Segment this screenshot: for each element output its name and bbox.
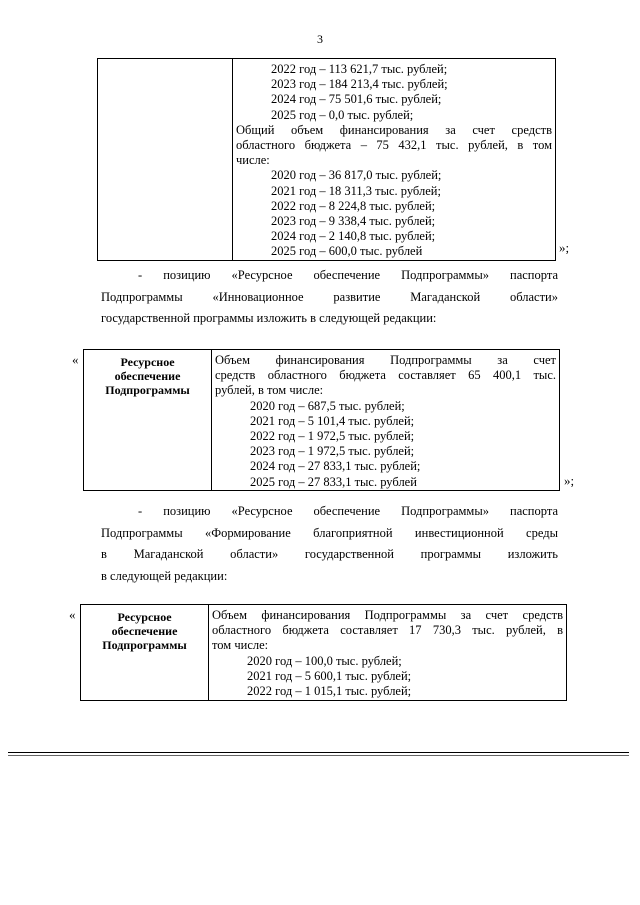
table2-label-line: Подпрограммы xyxy=(105,383,190,397)
paragraph-investment xyxy=(101,501,558,587)
table3-intro-line: том числе: xyxy=(212,638,269,653)
table1-year-line: 2025 год – 600,0 тыс. рублей xyxy=(271,244,423,259)
table3-year-line: 2021 год – 5 600,1 тыс. рублей; xyxy=(247,668,412,683)
table1-year-line: 2024 год – 2 140,8 тыс. рублей; xyxy=(271,229,436,244)
table2-intro-line: Объем финансирования Подпрограммы за счет xyxy=(215,353,556,367)
table2-year-line: 2021 год – 5 101,4 тыс. рублей; xyxy=(250,413,415,428)
table2-year-line: 2020 год – 687,5 тыс. рублей; xyxy=(250,398,405,413)
table3-label-line: Ресурсное xyxy=(117,610,172,624)
table2-closing-quote: »; xyxy=(564,473,575,488)
table1-total-line: областного бюджета – 75 432,1 тыс. рублей, в том xyxy=(236,138,552,153)
table1-line: 2024 год – 75 501,6 тыс. рублей; xyxy=(271,92,442,107)
table2-opening-quote: « xyxy=(72,352,79,367)
table2-label-line: обеспечение xyxy=(114,369,181,383)
table2-year-line: 2024 год – 27 833,1 тыс. рублей; xyxy=(250,459,421,474)
paragraph-line: в следующей редакции: xyxy=(101,568,228,583)
table2-year-line: 2025 год – 27 833,1 тыс. рублей xyxy=(250,474,417,489)
table3-label-cell xyxy=(81,605,209,701)
table3-label-line: Подпрограммы xyxy=(102,638,187,652)
table1-line: 2023 год – 184 213,4 тыс. рублей; xyxy=(271,77,448,92)
table3-opening-quote: « xyxy=(69,607,76,622)
paragraph-innovation xyxy=(101,265,558,330)
footer-separator-line-thin xyxy=(8,755,629,756)
table3-year-line: 2022 год – 1 015,1 тыс. рублей; xyxy=(247,684,412,699)
page-number: 3 xyxy=(317,32,323,46)
financing-table-continuation xyxy=(97,58,556,261)
table2-intro-line: средств областного бюджета составляет 65 400,1 тыс. xyxy=(215,368,556,383)
footer-separator-line xyxy=(8,752,629,753)
table2-content-cell xyxy=(212,350,560,491)
table1-year-line: 2023 год – 9 338,4 тыс. рублей; xyxy=(271,214,436,229)
table3-year-line: 2020 год – 100,0 тыс. рублей; xyxy=(247,653,402,668)
paragraph-line: в Магаданской области» государственной программы изложить xyxy=(101,547,558,561)
paragraph-line: государственной программы изложить в следующей редакции: xyxy=(101,311,437,325)
financing-table-innovation xyxy=(83,349,560,491)
table1-year-line: 2021 год – 18 311,3 тыс. рублей; xyxy=(271,183,441,198)
financing-table-investment xyxy=(80,604,567,701)
table3-intro-line: Объем финансирования Подпрограммы за счет средств xyxy=(212,608,563,622)
paragraph-line: Подпрограммы «Формирование благоприятной инвестиционной среды xyxy=(101,525,558,540)
table2-label-line: Ресурсное xyxy=(120,355,175,369)
table2-year-line: 2023 год – 1 972,5 тыс. рублей; xyxy=(250,444,415,459)
table1-empty-label-cell xyxy=(98,59,233,261)
table2-intro-line: рублей, в том числе: xyxy=(215,383,324,398)
table3-content-cell xyxy=(209,605,567,701)
table1-content-cell xyxy=(233,59,556,261)
table1-line: 2025 год – 0,0 тыс. рублей; xyxy=(271,107,414,122)
paragraph-line: - позицию «Ресурсное обеспечение Подпрограммы» паспорта xyxy=(138,504,558,518)
table1-year-line: 2020 год – 36 817,0 тыс. рублей; xyxy=(271,168,442,183)
table1-total-line: числе: xyxy=(236,153,270,168)
table1-year-line: 2022 год – 8 224,8 тыс. рублей; xyxy=(271,198,436,213)
table3-label-line: обеспечение xyxy=(111,624,178,638)
table1-line: 2022 год – 113 621,7 тыс. рублей; xyxy=(271,62,448,76)
table1-closing-quote: »; xyxy=(559,240,570,255)
table2-label-cell xyxy=(84,350,212,491)
paragraph-line: - позицию «Ресурсное обеспечение Подпрограммы» паспорта xyxy=(138,268,558,282)
paragraph-line: Подпрограммы «Инновационное развитие Магаданской области» xyxy=(101,289,558,304)
table2-year-line: 2022 год – 1 972,5 тыс. рублей; xyxy=(250,429,415,444)
table3-intro-line: областного бюджета составляет 17 730,3 тыс. рублей, в xyxy=(212,623,563,638)
table1-total-line: Общий объем финансирования за счет средств xyxy=(236,122,552,137)
